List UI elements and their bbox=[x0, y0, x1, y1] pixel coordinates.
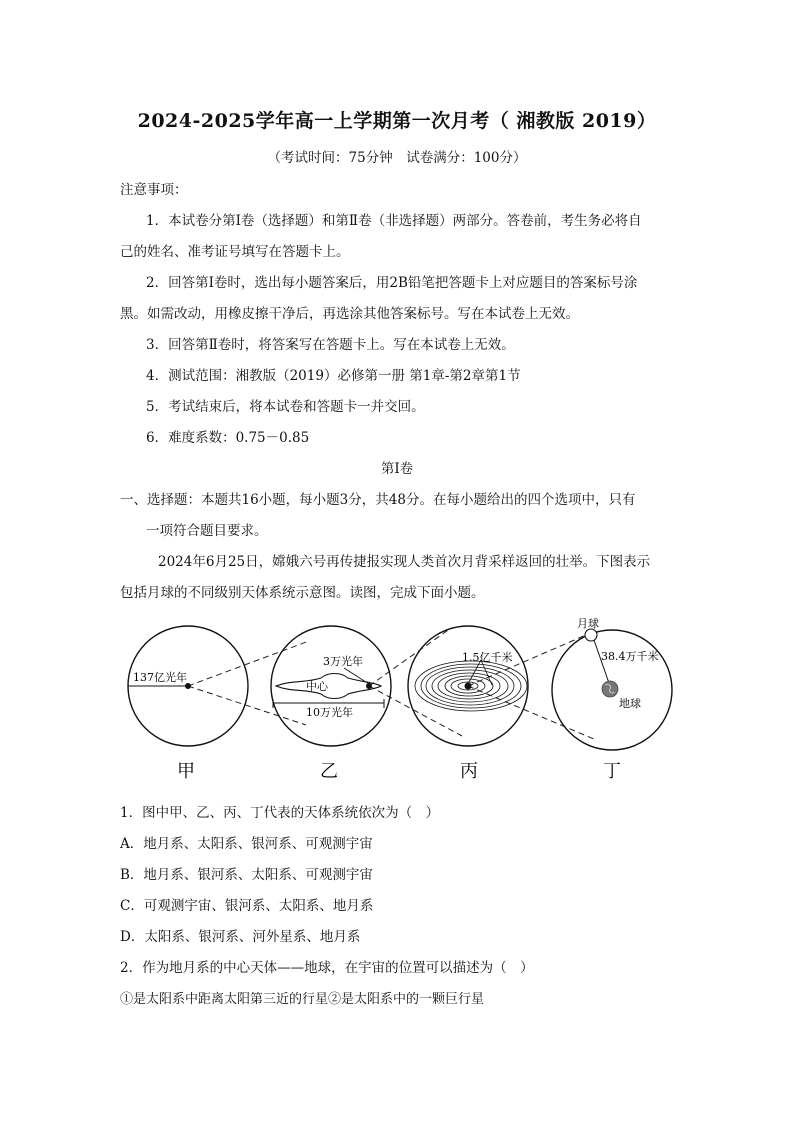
page-title: 2024-2025学年高一上学期第一次月考（ 湘教版 2019） bbox=[137, 110, 657, 132]
moon-icon bbox=[585, 629, 597, 641]
note-item-2-line-2: 黑。如需改动，用橡皮擦干净后，再选涂其他答案标号。写在本试卷上无效。 bbox=[120, 306, 579, 322]
note-item-1-line-2: 己的姓名、准考证号填写在答题卡上。 bbox=[120, 244, 350, 260]
note-item-6: 6．难度系数：0.75－0.85 bbox=[146, 430, 310, 446]
passage-line-1: 2024年6月25日，嫦娥六号再传捷报实现人类首次月背采样返回的壮举。下图表示 bbox=[158, 554, 651, 570]
section-label: 第Ⅰ卷 bbox=[380, 461, 414, 477]
note-item-1-line-1: 1．本试卷分第Ⅰ卷（选择题）和第Ⅱ卷（非选择题）两部分。答卷前，考生务必将自 bbox=[146, 213, 642, 229]
question-1-option-d: D．太阳系、银河系、河外星系、地月系 bbox=[120, 929, 361, 945]
ding-earth-label: 地球 bbox=[619, 697, 641, 710]
panel-label-jia: 甲 bbox=[177, 761, 195, 782]
yi-center-label: 中心 bbox=[306, 680, 328, 693]
note-item-2-line-1: 2．回答第Ⅰ卷时，选出每小题答案后，用2B铅笔把答题卡上对应题目的答案标号涂 bbox=[146, 275, 638, 291]
panel-label-bing: 丙 bbox=[460, 761, 478, 782]
exam-info: （考试时间：75分钟 试卷满分：100分） bbox=[267, 150, 527, 166]
panel-label-ding: 丁 bbox=[603, 761, 621, 782]
connector-line bbox=[369, 686, 462, 736]
question-1-option-a: A．地月系、太阳系、银河系、可观测宇宙 bbox=[120, 836, 373, 852]
connector-line bbox=[188, 686, 306, 725]
question-1-option-c: C．可观测宇宙、银河系、太阳系、地月系 bbox=[120, 898, 374, 914]
connector-line bbox=[468, 686, 594, 739]
section-instruction-line-1: 一、选择题：本题共16小题，每小题3分，共48分。在每小题给出的四个选项中，只有 bbox=[120, 492, 636, 508]
notes-heading: 注意事项： bbox=[120, 182, 188, 198]
ding-distance-label: 38.4万千米 bbox=[601, 650, 659, 663]
question-2-statements: ①是太阳系中距离太阳第三近的行星②是太阳系中的一颗巨行星 bbox=[120, 992, 485, 1007]
panel-yi-circle bbox=[271, 626, 391, 746]
question-1: 1．图中甲、乙、丙、丁代表的天体系统依次为（ ） bbox=[120, 805, 440, 821]
jia-radius-label: 137亿光年 bbox=[133, 671, 187, 684]
ding-moon-label: 月球 bbox=[577, 617, 599, 630]
earth-moon-line bbox=[594, 640, 610, 686]
passage-line-2: 包括月球的不同级别天体系统示意图。读图，完成下面小题。 bbox=[120, 585, 485, 601]
bing-distance-label: 1.5亿千米 bbox=[462, 651, 513, 664]
galaxy-side-view bbox=[276, 674, 381, 699]
pointer-line bbox=[344, 668, 369, 684]
section-instruction-line-2: 一项符合题目要求。 bbox=[146, 523, 268, 539]
note-item-4: 4．测试范围：湘教版（2019）必修第一册 第1章-第2章第1节 bbox=[146, 368, 521, 384]
note-item-3: 3．回答第Ⅱ卷时，将答案写在答题卡上。写在本试卷上无效。 bbox=[146, 337, 515, 353]
connector-line bbox=[188, 641, 309, 686]
yi-sun-distance-label: 3万光年 bbox=[323, 655, 363, 668]
panel-label-yi: 乙 bbox=[320, 761, 338, 782]
question-2: 2．作为地月系的中心天体——地球，在宇宙的位置可以描述为（ ） bbox=[120, 960, 534, 976]
note-item-5: 5．考试结束后，将本试卷和答题卡一并交回。 bbox=[146, 399, 425, 415]
yi-width-label: 10万光年 bbox=[306, 706, 353, 719]
question-1-option-b: B．地月系、银河系、太阳系、可观测宇宙 bbox=[120, 867, 373, 883]
celestial-systems-diagram bbox=[116, 608, 686, 788]
